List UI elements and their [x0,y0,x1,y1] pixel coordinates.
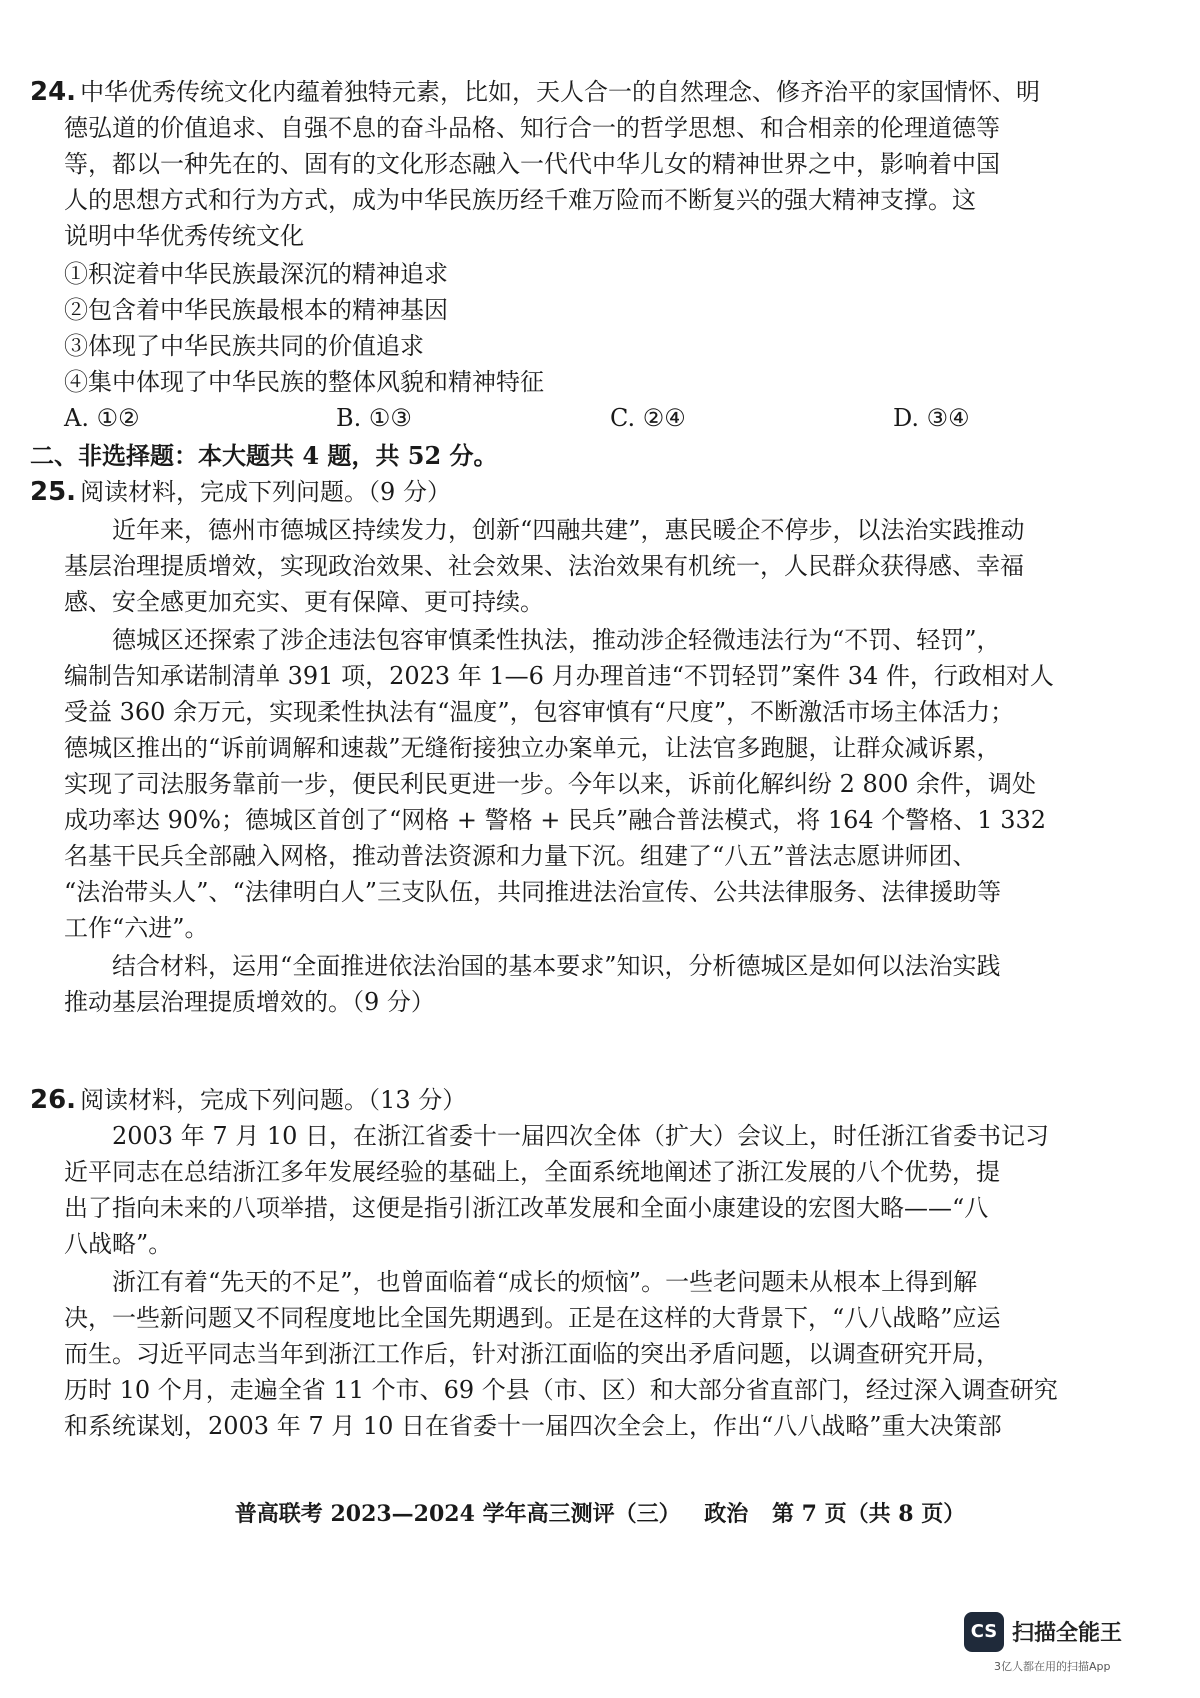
q25-para2-line-3: 受益 360 余万元，实现柔性执法有“温度”，包容审慎有“尺度”，不断激活市场主体活力； [64,698,1015,726]
q26-para1-line-4: 八战略”。 [64,1230,173,1258]
q25-question-line-1: 结合材料，运用“全面推进依法治国的基本要求”知识，分析德城区是如何以法治实践 [112,952,1001,980]
q25-question-line-2: 推动基层治理提质增效的。（9 分） [64,988,435,1016]
q24-stem-line-4: 人的思想方式和行为方式，成为中华民族历经千难万险而不断复兴的强大精神支撑。这 [64,186,976,214]
footer-exam-name: 普高联考 2023—2024 学年高三测评（三） [234,1501,681,1527]
q26-number: 26. [30,1085,77,1115]
q25-title: 25. 阅读材料，完成下列问题。（9 分） [30,477,451,507]
q24-statement-1: ①积淀着中华民族最深沉的精神追求 [64,260,448,288]
q24-option-a: A. ①② [64,404,140,432]
q25-para2-line-6: 成功率达 90%；德城区首创了“网格 + 警格 + 民兵”融合普法模式，将 164 个警格、1 332 [64,806,1047,834]
q26-para2-line-5: 和系统谋划，2003 年 7 月 10 日在省委十一届四次全会上，作出“八八战略”重大决策部 [64,1412,1002,1440]
q26-title: 26. 阅读材料，完成下列问题。（13 分） [30,1085,467,1115]
q24-option-b: B. ①③ [336,404,412,432]
q26-para1-line-3: 出了指向未来的八项举措，这便是指引浙江改革发展和全面小康建设的宏图大略——“八 [64,1194,989,1222]
q24-stem-line-2: 德弘道的价值追求、自强不息的奋斗品格、知行合一的哲学思想、和合相亲的伦理道德等 [64,114,1000,142]
page-footer [0,1498,1200,1530]
q25-para2-line-2: 编制告知承诺制清单 391 项，2023 年 1—6 月办理首违“不罚轻罚”案件 34 件，行政相对人 [64,662,1054,690]
q26-para2-line-1: 浙江有着“先天的不足”，也曾面临着“成长的烦恼”。一些老问题未从根本上得到解 [112,1268,978,1296]
section2-heading: 二、非选择题：本大题共 4 题，共 52 分。 [30,441,498,470]
q24-statement-4: ④集中体现了中华民族的整体风貌和精神特征 [64,368,544,396]
q25-para1-line-3: 感、安全感更加充实、更有保障、更可持续。 [64,588,544,616]
footer-subject: 政治 [704,1501,749,1527]
q24-statement-2: ②包含着中华民族最根本的精神基因 [64,296,448,324]
q24-number: 24. [30,77,77,107]
q24-stem-line-5: 说明中华优秀传统文化 [64,222,304,250]
q26-para2-line-2: 决，一些新问题又不同程度地比全国先期遇到。正是在这样的大背景下，“八八战略”应运 [64,1304,1001,1332]
q25-number: 25. [30,477,77,507]
q26-para2-line-4: 历时 10 个月，走遍全省 11 个市、69 个县（市、区）和大部分省直部门，经过深入调查研究 [64,1376,1058,1404]
q25-para2-line-1: 德城区还探索了涉企违法包容审慎柔性执法，推动涉企轻微违法行为“不罚、轻罚”， [112,626,1001,654]
footer-page-number: 第 7 页（共 8 页） [771,1501,966,1527]
q25-para2-line-5: 实现了司法服务靠前一步，便民利民更进一步。今年以来，诉前化解纠纷 2 800 余件，调处 [64,770,1036,798]
q25-para2-line-9: 工作“六进”。 [64,914,209,942]
scanner-app-name: 扫描全能王 [1012,1621,1123,1646]
q24-stem-line-3: 等，都以一种先在的、固有的文化形态融入一代代中华儿女的精神世界之中，影响着中国 [64,150,1000,178]
q26-para1-line-2: 近平同志在总结浙江多年发展经验的基础上，全面系统地阐述了浙江发展的八个优势，提 [64,1158,1000,1186]
scanner-watermark [964,1608,1164,1678]
q25-para1-line-1: 近年来，德州市德城区持续发力，创新“四融共建”，惠民暖企不停步，以法治实践推动 [112,516,1025,544]
scanner-tagline: 3亿人都在用的扫描App [994,1660,1111,1673]
q24-statement-3: ③体现了中华民族共同的价值追求 [64,332,424,360]
camscanner-logo-icon: CS [964,1612,1004,1652]
q25-para2-line-4: 德城区推出的“诉前调解和速裁”无缝衔接独立办案单元，让法官多跑腿，让群众减诉累， [64,734,1001,762]
q25-para1-line-2: 基层治理提质增效，实现政治效果、社会效果、法治效果有机统一，人民群众获得感、幸福 [64,552,1024,580]
q26-para1-line-1: 2003 年 7 月 10 日，在浙江省委十一届四次全体（扩大）会议上，时任浙江省委书记习 [112,1122,1050,1150]
q24-option-c: C. ②④ [610,404,686,432]
q24-stem-line-1: 24. 中华优秀传统文化内蕴着独特元素，比如，天人合一的自然理念、修齐治平的家国情怀、明 [30,77,1041,107]
q25-para2-line-8: “法治带头人”、“法律明白人”三支队伍，共同推进法治宣传、公共法律服务、法律援助等 [64,878,1002,906]
q26-para2-line-3: 而生。习近平同志当年到浙江工作后，针对浙江面临的突出矛盾问题，以调查研究开局， [64,1340,1000,1368]
q25-para2-line-7: 名基干民兵全部融入网格，推动普法资源和力量下沉。组建了“八五”普法志愿讲师团、 [64,842,977,870]
q24-option-d: D. ③④ [893,404,970,432]
